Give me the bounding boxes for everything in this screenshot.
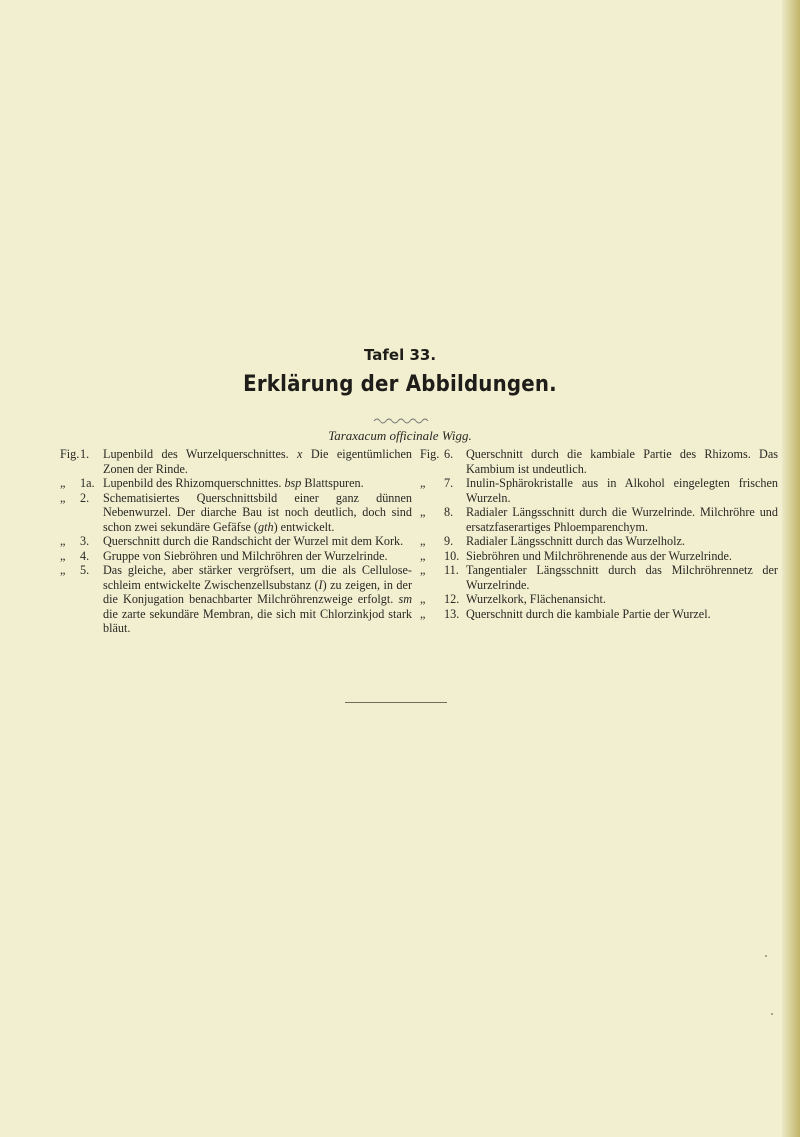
figure-number: 6. <box>444 447 454 461</box>
figure-legend-entry <box>420 447 778 476</box>
figure-label <box>420 549 466 564</box>
description-text: ) zu zeigen, in der die Konjugation benachbarter Milchröhrenzweige erfolgt. <box>103 577 412 606</box>
description-text: Wurzelkork, Flächenansicht. <box>466 592 606 606</box>
figure-description <box>103 563 412 636</box>
figure-number: 9. <box>444 534 454 548</box>
decorative-divider <box>372 416 432 424</box>
description-text: Querschnitt durch die Randschicht der Wurzel mit dem Kork. <box>103 534 404 548</box>
figure-legend-entry <box>60 563 412 636</box>
figure-legend-entry <box>60 534 412 549</box>
figure-legend-entry <box>60 476 412 491</box>
figure-description <box>466 563 778 592</box>
species-author: Wigg. <box>441 428 472 443</box>
description-text: Inulin-Sphärokristalle aus in Alkohol eingelegten frischen Wurzeln. <box>466 476 778 505</box>
figure-number: 12. <box>444 592 460 606</box>
figure-legend-entry <box>420 549 778 564</box>
figure-symbol: sm <box>398 592 412 606</box>
figure-label <box>420 607 466 622</box>
figure-number: 3. <box>80 534 90 548</box>
figure-legend-left-column <box>60 447 412 636</box>
figure-number: 13. <box>444 606 460 621</box>
page-title: Erklärung der Abbildungen. <box>243 372 557 397</box>
figure-number: 8. <box>444 505 454 519</box>
figure-legend-entry <box>60 491 412 535</box>
figure-prefix: „ <box>420 563 426 577</box>
figure-prefix: „ <box>420 476 426 490</box>
figure-prefix: „ <box>60 548 66 563</box>
description-text: Siebröhren und Milchröhrenende aus der Wurzelrinde. <box>466 548 732 563</box>
figure-legend-right-column <box>420 447 778 621</box>
figure-prefix: Fig. <box>420 447 440 461</box>
figure-prefix: „ <box>420 606 426 621</box>
figure-legend-entry <box>60 549 412 564</box>
figure-number: 11. <box>444 563 459 577</box>
figure-legend-entry <box>420 476 778 505</box>
figure-description <box>103 447 412 476</box>
figure-label <box>420 534 466 549</box>
figure-prefix: „ <box>60 490 66 505</box>
description-text: Querschnitt durch die kambiale Partie des Rhizoms. Das Kambium ist undeutlich. <box>466 447 778 476</box>
figure-label <box>60 534 103 549</box>
figure-label <box>60 563 103 636</box>
figure-number: 4. <box>80 548 90 563</box>
figure-number: 2. <box>80 490 90 505</box>
figure-description <box>466 505 778 534</box>
figure-description <box>466 592 778 607</box>
figure-description <box>103 534 412 549</box>
figure-description <box>103 549 412 564</box>
figure-description <box>466 534 778 549</box>
figure-description <box>103 476 412 491</box>
figure-legend-entry <box>420 563 778 592</box>
paper-speck <box>765 955 767 957</box>
figure-label <box>60 549 103 564</box>
figure-symbol: x <box>297 447 303 461</box>
figure-legend-entry <box>420 607 778 622</box>
figure-legend-entry <box>420 505 778 534</box>
figure-prefix: „ <box>60 563 66 577</box>
description-text: Die eigentümlichen Zonen der Rinde. <box>103 447 412 476</box>
figure-description <box>466 607 778 622</box>
figure-label <box>420 592 466 607</box>
figure-label <box>60 476 103 491</box>
figure-number: 7. <box>444 476 454 490</box>
description-text: Lupenbild des Rhizomquerschnittes. <box>103 476 285 490</box>
figure-description <box>466 447 778 476</box>
figure-legend-entry <box>60 447 412 476</box>
figure-prefix: „ <box>420 505 426 519</box>
description-text: Blattspuren. <box>301 476 364 490</box>
figure-label <box>420 505 466 534</box>
figure-prefix: „ <box>60 534 66 548</box>
species-heading <box>0 428 800 444</box>
figure-label <box>420 447 466 476</box>
figure-prefix: „ <box>420 534 426 548</box>
figure-label <box>60 491 103 535</box>
paper-speck <box>771 1013 773 1015</box>
description-text: Tangentialer Längsschnitt durch das Milchröhrennetz der Wurzelrinde. <box>466 563 778 592</box>
figure-prefix: „ <box>420 548 426 563</box>
description-text: Lupenbild des Wurzelquerschnittes. <box>103 447 298 461</box>
plate-number: Tafel 33. <box>363 346 437 364</box>
figure-symbol: I <box>318 577 323 592</box>
figure-label <box>60 447 103 476</box>
description-text: Querschnitt durch die kambiale Partie der Wurzel. <box>466 606 711 621</box>
end-rule <box>345 702 447 703</box>
figure-description <box>466 476 778 505</box>
figure-number: 10. <box>444 548 460 563</box>
figure-label <box>420 476 466 505</box>
figure-number: 1. <box>80 447 90 461</box>
description-text: Radialer Längsschnitt durch die Wurzelrinde. Milchröhre und ersatzfaserartiges Phloemparenchym. <box>466 505 778 534</box>
page-edge-shading <box>782 0 800 1137</box>
description-text: Radialer Längsschnitt durch das Wurzelholz. <box>466 534 685 548</box>
figure-description <box>466 549 778 564</box>
figure-legend-entry <box>420 534 778 549</box>
figure-prefix: „ <box>60 476 66 490</box>
description-text: ) entwickelt. <box>273 519 335 534</box>
description-text: die zarte sekundäre Membran, die sich mit Chlorzinkjod stark bläut. <box>103 606 412 635</box>
description-text: Das gleiche, aber stärker vergröfsert, um die als Cellulose-schleim entwickelte Zwischenzellsubstanz ( <box>103 563 412 592</box>
description-text: Gruppe von Siebröhren und Milchröhren der Wurzelrinde. <box>103 548 388 563</box>
figure-prefix: „ <box>420 592 426 606</box>
figure-number: 5. <box>80 563 90 577</box>
figure-label <box>420 563 466 592</box>
species-name: Taraxacum officinale <box>328 428 439 443</box>
figure-symbol: gth <box>257 519 274 534</box>
figure-number: 1a. <box>80 476 95 490</box>
figure-description <box>103 491 412 535</box>
figure-symbol: bsp <box>284 476 302 490</box>
description-text: Schematisiertes Querschnittsbild einer ganz dünnen Nebenwurzel. Der diarche Bau ist noch deutlich, doch sind schon zwei sekundäre Gefäfse ( <box>103 490 412 534</box>
figure-prefix: Fig. <box>60 447 80 461</box>
figure-legend-entry <box>420 592 778 607</box>
